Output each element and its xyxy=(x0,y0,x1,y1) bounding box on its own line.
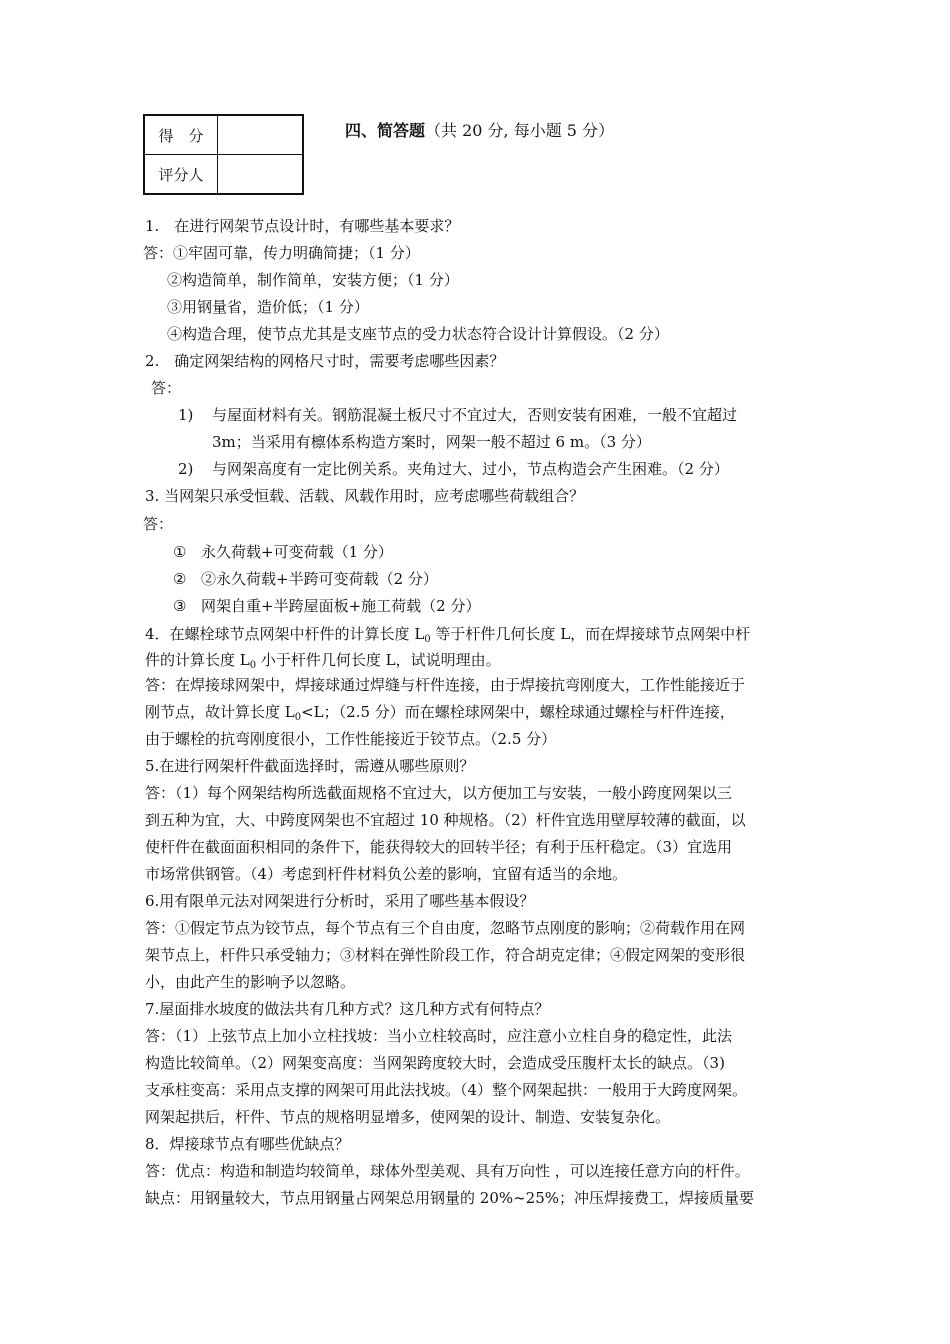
q3-item-3 xyxy=(173,596,480,616)
q6-answer-3: 小，由此产生的影响予以忽略。 xyxy=(145,973,356,991)
q4-answer-1: 答：在焊接球网架中，焊接球通过焊缝与杆件连接，由于焊接抗弯刚度大，工作性能接近于 xyxy=(145,676,746,694)
q3-item-1-num: ① xyxy=(173,543,187,561)
q4-l2-rest: 小于杆件几何长度 L，试说明理由。 xyxy=(256,651,501,669)
q7-question: 7.屋面排水坡度的做法共有几种方式？这几种方式有何特点？ xyxy=(145,1000,550,1018)
q2-item-1 xyxy=(178,405,737,425)
q5-answer-2: 到五种为宜，大、中跨度网架也不宜超过 10 种规格。（2）杆件宜选用壁厚较薄的截面，以 xyxy=(145,811,746,829)
score-row xyxy=(144,115,303,155)
q4-a2-rest: <L；（2.5 分）而在螺栓球网架中，螺栓球通过螺栓与杆件连接， xyxy=(301,703,735,721)
q4-question-line-1 xyxy=(145,624,750,650)
q5-answer-3: 使杆件在截面面积相同的条件下，能获得较大的回转半径；有利于压杆稳定。（3）宜选用 xyxy=(145,838,733,856)
q4-l2-text: 件的计算长度 L xyxy=(145,651,250,669)
q3-question: 3. 当网架只承受恒载、活载、风载作用时，应考虑哪些荷载组合？ xyxy=(145,487,585,505)
section-title: 四、简答题 xyxy=(345,121,426,140)
q1-answer-4: ④构造合理，使节点尤其是支座节点的受力状态符合设计计算假设。（2 分） xyxy=(167,325,669,343)
q7-answer-4: 网架起拱后，杆件、节点的规格明显增多，使网架的设计、制造、安装复杂化。 xyxy=(145,1108,671,1126)
q6-answer-1: 答：①假定节点为铰节点，每个节点有三个自由度，忽略节点刚度的影响；②荷载作用在网 xyxy=(145,919,746,937)
q8-answer-2: 缺点：用钢量较大，节点用钢量占网架总用钢量的 20%~25%；冲压焊接费工，焊接质量要 xyxy=(145,1189,755,1207)
q4-question-line-2 xyxy=(145,650,501,676)
grader-cell xyxy=(218,155,304,195)
q7-answer-2: 构造比较简单。（2）网架变高度：当网架跨度较大时，会造成受压腹杆太长的缺点。（3) xyxy=(145,1054,725,1072)
q5-question: 5.在进行网架杆件截面选择时，需遵从哪些原则？ xyxy=(145,757,475,775)
q2-item-1-num: 1) xyxy=(178,406,194,424)
q3-item-1 xyxy=(173,542,393,562)
q2-answer-label: 答： xyxy=(151,379,182,397)
q4-answer-3: 由于螺栓的抗弯刚度很小，工作性能接近于铰节点。（2.5 分） xyxy=(145,730,557,748)
q3-item-2-text: ②永久荷载+半跨可变荷载（2 分） xyxy=(201,570,438,588)
q8-question: 8．焊接球节点有哪些优缺点？ xyxy=(145,1135,350,1153)
q1-answer-1: 答：①牢固可靠，传力明确简捷；（1 分） xyxy=(143,244,420,262)
q1-answer-3: ③用钢量省，造价低；（1 分） xyxy=(167,298,369,316)
q3-item-2 xyxy=(173,569,438,589)
q1-answer-2: ②构造简单，制作简单，安装方便；（1 分） xyxy=(167,271,459,289)
q3-item-3-text: 网架自重+半跨屋面板+施工荷载（2 分） xyxy=(201,597,481,615)
q3-answer-label: 答： xyxy=(143,515,174,533)
q3-item-1-text: 永久荷载+可变荷载（1 分） xyxy=(201,543,393,561)
q2-item-2-num: 2) xyxy=(178,460,194,478)
q7-answer-1: 答：（1）上弦节点上加小立柱找坡：当小立柱较高时，应注意小立柱自身的稳定性，此法 xyxy=(145,1027,733,1045)
q4-l2-sub: 0 xyxy=(249,660,257,671)
q4-a2-sub: 0 xyxy=(294,712,302,723)
section-note: （共 20 分, 每小题 5 分） xyxy=(425,121,615,140)
q3-item-2-num: ② xyxy=(173,570,187,588)
q5-answer-1: 答：（1）每个网架结构所选截面规格不宜过大，以方便加工与安装，一般小跨度网架以三 xyxy=(145,784,733,802)
q7-answer-3: 支承柱变高：采用点支撑的网架可用此法找坡。（4）整个网架起拱：一般用于大跨度网架。 xyxy=(145,1081,748,1099)
q2-item-2 xyxy=(178,459,729,479)
q4-a2-text: 刚节点，故计算长度 L xyxy=(145,703,295,721)
q1-question: 1. 在进行网架节点设计时，有哪些基本要求？ xyxy=(145,217,460,235)
q4-l1-rest: 等于杆件几何长度 L，而在焊接球节点网架中杆 xyxy=(430,625,751,643)
q5-answer-4: 市场常供钢管。（4）考虑到杆件材料负公差的影响，宜留有适当的余地。 xyxy=(145,865,628,883)
grader-label: 评分人 xyxy=(144,155,218,195)
q4-l1-sub: 0 xyxy=(424,634,431,645)
q4-answer-2 xyxy=(145,702,735,728)
q2-item-1-text: 与屋面材料有关。钢筋混凝土板尺寸不宜过大，否则安装有困难，一般不宜超过 xyxy=(212,406,738,424)
q2-item-1-cont: 3m；当采用有檩体系构造方案时，网架一般不超过 6 m。（3 分） xyxy=(212,433,651,451)
score-label: 得 分 xyxy=(144,115,218,155)
q2-question: 2. 确定网架结构的网格尺寸时，需要考虑哪些因素？ xyxy=(145,352,505,370)
q6-answer-2: 架节点上，杆件只承受轴力；③材料在弹性阶段工作，符合胡克定律；④假定网架的变形很 xyxy=(145,946,746,964)
q4-l1-text: 4．在螺栓球节点网架中杆件的计算长度 L xyxy=(145,625,425,643)
q3-item-3-num: ③ xyxy=(173,597,187,615)
q6-question: 6.用有限单元法对网架进行分析时，采用了哪些基本假设？ xyxy=(145,892,535,910)
q2-item-2-text: 与网架高度有一定比例关系。夹角过大、过小，节点构造会产生困难。（2 分） xyxy=(212,460,729,478)
grader-row xyxy=(144,155,303,195)
q8-answer-1: 答：优点：构造和制造均较简单，球体外型美观、具有万向性 ，可以连接任意方向的杆件。 xyxy=(145,1162,750,1180)
score-cell xyxy=(218,115,304,155)
score-table xyxy=(143,114,304,195)
section-heading xyxy=(345,118,614,141)
